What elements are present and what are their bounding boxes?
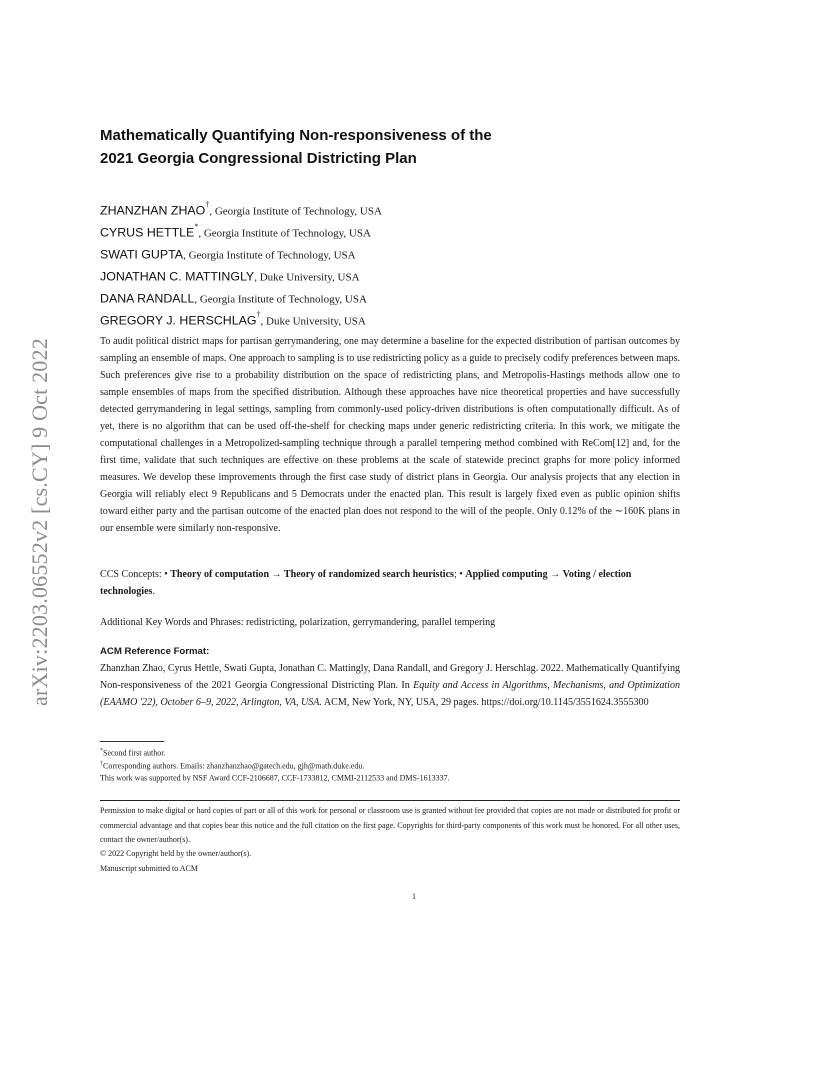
ccs-separator: ; • xyxy=(453,569,466,580)
author-affiliation: , Georgia Institute of Technology, USA xyxy=(198,227,371,240)
ccs-arrow: → xyxy=(269,569,284,580)
keywords: Additional Key Words and Phrases: redistricting, polarization, gerrymandering, parallel tempering xyxy=(100,617,496,628)
acm-reference-heading: ACM Reference Format: xyxy=(100,646,210,657)
title-line-2: 2021 Georgia Congressional Districting Plan xyxy=(100,150,417,167)
title-line-1: Mathematically Quantifying Non-responsiveness of the xyxy=(100,127,492,144)
author-entry xyxy=(100,261,700,283)
author-mark: * xyxy=(194,222,199,231)
author-name: JONATHAN C. MATTINGLY xyxy=(100,269,255,284)
author-affiliation: , Duke University, USA xyxy=(260,315,366,328)
author-affiliation: , Georgia Institute of Technology, USA xyxy=(183,249,356,262)
author-name: DANA RANDALL xyxy=(100,291,195,306)
ccs-concept: Theory of randomized search heuristics xyxy=(283,569,454,580)
author-entry xyxy=(100,195,700,217)
author-affiliation: , Georgia Institute of Technology, USA xyxy=(194,293,367,306)
permission-notice: Permission to make digital or hard copies of part or all of this work for personal or classroom use is granted without fee provided that copies are not made or distributed for profit or commercial advantage and that copies bear this notice and the full citation on the first page. Copyrights for third-party components of this work must be honored. For all other uses, contact the owner/author(s). xyxy=(100,806,680,844)
footnote xyxy=(100,771,680,784)
author-name: SWATI GUPTA xyxy=(100,247,184,262)
ccs-label: CCS Concepts: • xyxy=(100,569,171,580)
footnote-mark: * xyxy=(100,748,103,754)
manuscript-line: Manuscript submitted to ACM xyxy=(100,863,198,873)
author-list xyxy=(100,195,700,327)
arxiv-stamp: arXiv:2203.06552v2 [cs.CY] 9 Oct 2022 xyxy=(27,338,52,706)
ccs-arrow: → xyxy=(547,569,563,580)
footnote xyxy=(100,759,680,772)
author-entry xyxy=(100,239,700,261)
acm-reference xyxy=(100,660,680,711)
ccs-concept: Voting / election technologies xyxy=(100,569,632,597)
page-number: 1 xyxy=(412,892,416,901)
paper-title xyxy=(100,124,700,170)
footnotes xyxy=(100,746,680,784)
footnote-mark: † xyxy=(100,760,103,767)
author-affiliation: , Georgia Institute of Technology, USA xyxy=(209,205,382,218)
copyright-line: © 2022 Copyright held by the owner/author(s). xyxy=(100,849,252,858)
ccs-concept: Applied computing xyxy=(465,569,548,580)
acm-ref-citation: Zhanzhan Zhao, Cyrus Hettle, Swati Gupta, Jonathan C. Mattingly, Dana Randall, and Gregory J. Herschlag. 2022. Mathematically Quantifying Non-responsiveness of the 2021 Georgia Congressional Districting Plan. In xyxy=(100,663,680,691)
author-affiliation: , Duke University, USA xyxy=(254,271,360,284)
author-entry xyxy=(100,283,700,305)
acm-ref-tail: ACM, New York, NY, USA, 29 pages. https://doi.org/10.1145/3551624.3555300 xyxy=(321,697,649,708)
author-name: GREGORY J. HERSCHLAG xyxy=(100,313,257,328)
abstract: To audit political district maps for partisan gerrymandering, one may determine a baseline for the expected distribution of partisan outcomes by sampling an ensemble of maps. One approach to sampling is to use redistricting policy as a guide to precisely codify preferences between maps. Such preferences give rise to a probability distribution on the space of redistricting plans, and Metropolis-Hastings methods allow one to sample ensembles of maps from the specified distribution. Although these approaches have nice theoretical properties and have successfully detected gerrymandering in legal settings, sampling from commonly-used policy-driven distributions is often computationally difficult. As of yet, there is no algorithm that can be used off-the-shelf for checking maps under generic redistricting criteria. In this work, we mitigate the computational challenges in a Metropolized-sampling technique through a parallel tempering method combined with ReCom[12] and, for the first time, validate that such techniques are effective on these problems at the scale of statewide precinct graphs for more policy informed measures. We develop these improvements through the first case study of district plans in Georgia. Our analysis projects that any election in Georgia will reliably elect 9 Republicans and 5 Democrats under the enacted plan. This result is largely fixed even as public opinion shifts toward either party and the partisan outcome of the enacted plan does not respond to the will of the people. Only 0.12% of the ∼160K plans in our ensemble were similarly non-responsive. xyxy=(100,336,680,534)
footnote-text: Corresponding authors. Emails: zhanzhanzhao@gatech.edu, gjh@math.duke.edu. xyxy=(103,761,365,771)
acm-ref-venue: Equity and Access in Algorithms, Mechanisms, and Optimization (EAAMO '22), October 6–9, 2022, Arlington, VA, USA. xyxy=(100,680,680,708)
ccs-concepts xyxy=(100,566,680,600)
author-entry xyxy=(100,305,700,327)
author-mark: † xyxy=(256,310,261,319)
author-name: ZHANZHAN ZHAO xyxy=(100,203,206,218)
copyright-block xyxy=(100,847,680,876)
footnote xyxy=(100,746,680,759)
ccs-concept: Theory of computation xyxy=(170,569,270,580)
footnote-text: Second first author. xyxy=(103,748,166,758)
author-entry xyxy=(100,217,700,239)
ccs-end: . xyxy=(152,586,155,597)
footnote-text: This work was supported by NSF Award CCF-2106687, CCF-1733812, CMMI-2112533 and DMS-1613337. xyxy=(100,773,450,783)
author-mark: † xyxy=(205,200,210,209)
author-name: CYRUS HETTLE xyxy=(100,225,195,240)
footnote-rule xyxy=(100,741,164,742)
permission-rule xyxy=(100,800,680,801)
